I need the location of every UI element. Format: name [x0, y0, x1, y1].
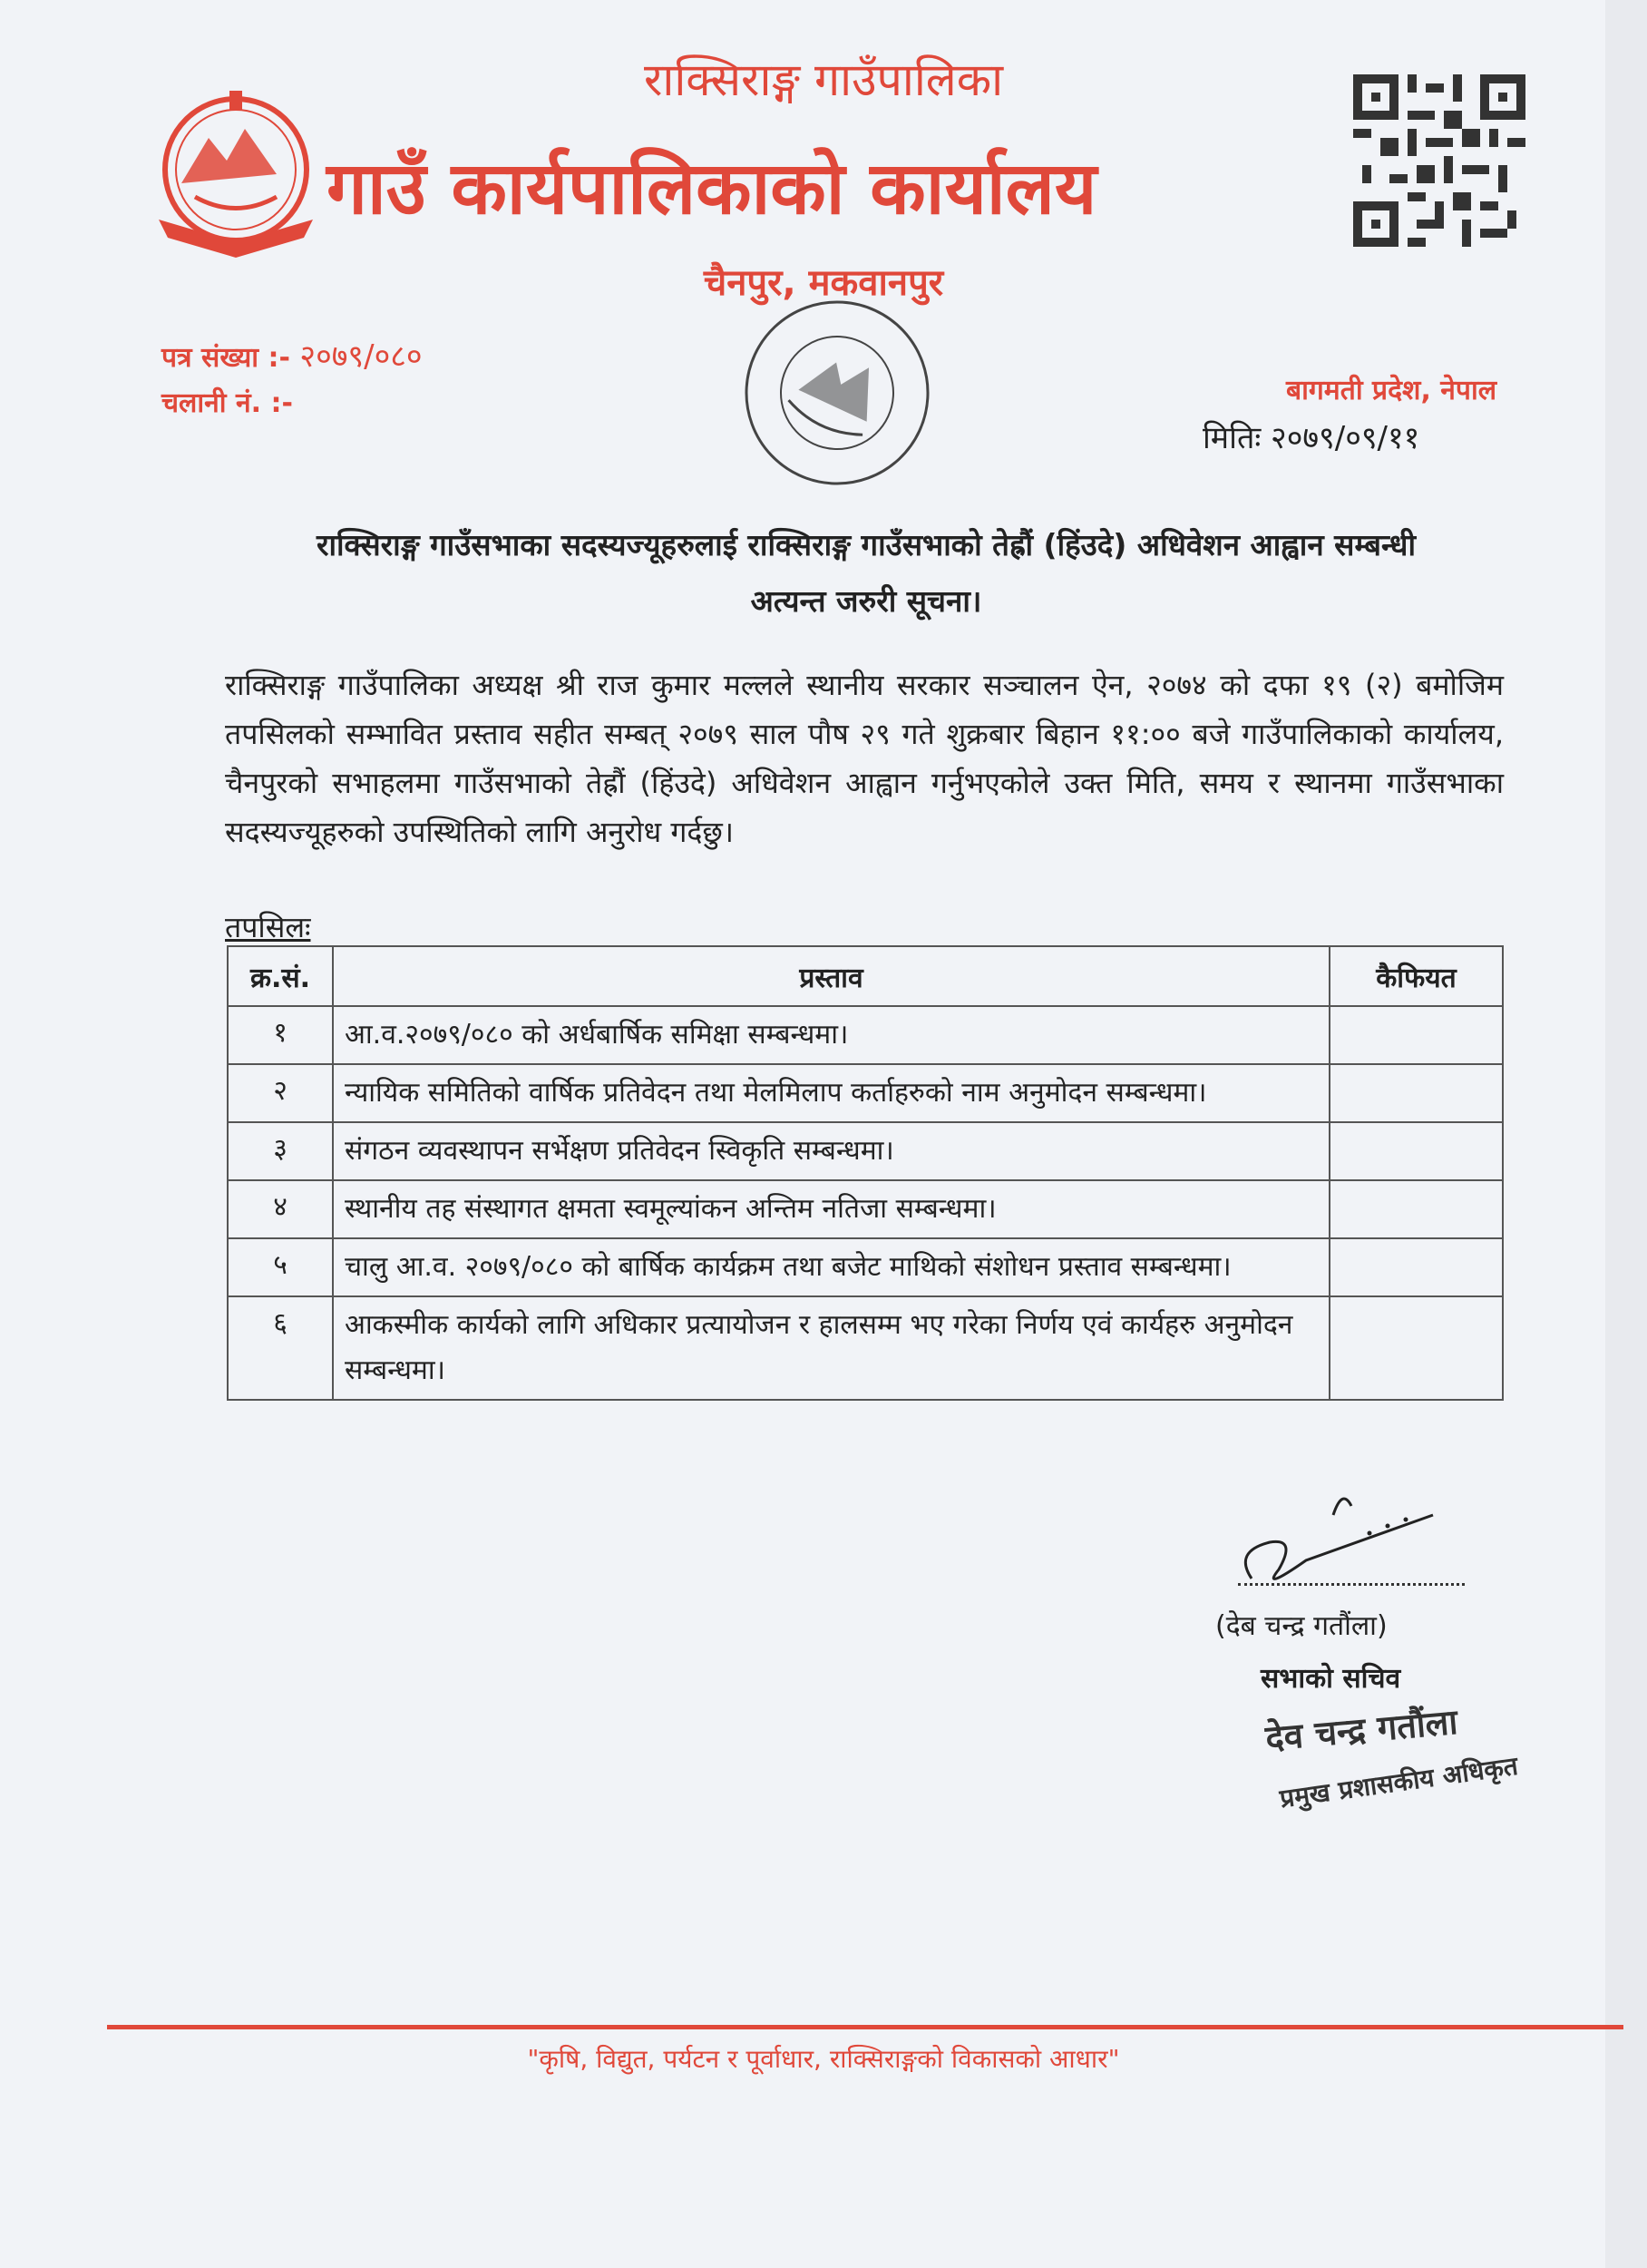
qr-code-icon	[1353, 74, 1525, 247]
header-serial: क्र.सं.	[228, 946, 333, 1006]
office-title: गाउँ कार्यपालिकाको कार्यालय	[326, 146, 1097, 230]
letter-number	[161, 334, 423, 376]
notice-body: राक्सिराङ्ग गाउँपालिका अध्यक्ष श्री राज कुमार मल्लले स्थानीय सरकार सञ्चालन ऐन, २०७४ को दफा १९ (२) बमोजिम तपसिलको सम्भावित प्रस्ताव सहीत सम्बत् २०७९ साल पौष २९ गते शुक्रबार बिहान ११:०० बजे गाउँपालिकाको कार्यालय, चैनपुरको सभाहलमा गाउँसभाको तेह्रौं (हिंउदे) अधिवेशन आह्वान गर्नुभएकोले उक्त मिति, समय र स्थानमा गाउँसभाका सदस्यज्यूहरुको उपस्थितिको लागि अनुरोध गर्दछु।	[225, 668, 1504, 849]
row-proposal: संगठन व्यवस्थापन सर्भेक्षण प्रतिवेदन स्विकृति सम्बन्धमा।	[333, 1122, 1330, 1180]
name-stamp: देव चन्द्र गतौंला	[1263, 1701, 1459, 1759]
signer-role: सभाको सचिव	[1261, 1663, 1401, 1695]
header-proposal: प्रस्ताव	[333, 946, 1330, 1006]
row-remarks	[1330, 1122, 1503, 1180]
signature-icon	[1224, 1479, 1460, 1597]
letter-date	[1203, 415, 1419, 457]
office-location: चैनपुर, मकवानपुर	[703, 262, 944, 304]
row-remarks	[1330, 1238, 1503, 1296]
row-proposal: आ.व.२०७९/०८० को अर्धबार्षिक समिक्षा सम्बन्धमा।	[333, 1006, 1330, 1064]
table-row	[228, 1122, 1503, 1180]
subject-line-1: राक्सिराङ्ग गाउँसभाका सदस्यज्यूहरुलाई राक्सिराङ्ग गाउँसभाको तेह्रौं (हिंउदे) अधिवेशन आह्वान सम्बन्धी	[316, 527, 1417, 562]
province-name: बागमती प्रदेश, नेपाल	[1286, 375, 1497, 406]
signature-line	[1238, 1583, 1465, 1586]
table-row	[228, 1064, 1503, 1122]
header-remarks: कैफियत	[1330, 946, 1503, 1006]
date-value: २०७९/०९/११	[1271, 420, 1420, 456]
row-proposal: स्थानीय तह संस्थागत क्षमता स्वमूल्यांकन अन्तिम नतिजा सम्बन्धमा।	[333, 1180, 1330, 1238]
letter-number-label: पत्र संख्या :-	[161, 342, 290, 374]
row-proposal: आकस्मीक कार्यको लागि अधिकार प्रत्यायोजन र हालसम्म भए गरेका निर्णय एवं कार्यहरु अनुमोदन सम्बन्धमा।	[333, 1296, 1330, 1400]
row-proposal: न्यायिक समितिको वार्षिक प्रतिवेदन तथा मेलमिलाप कर्ताहरुको नाम अनुमोदन सम्बन्धमा।	[333, 1064, 1330, 1122]
row-remarks	[1330, 1180, 1503, 1238]
date-label: मितिः	[1203, 420, 1262, 456]
row-serial: ३	[228, 1122, 333, 1180]
title-stamp: प्रमुख प्रशासकीय अधिकृत	[1278, 1750, 1520, 1814]
table-row	[228, 1180, 1503, 1238]
row-serial: १	[228, 1006, 333, 1064]
municipality-name: राक्सिराङ्ग गाउँपालिका	[643, 54, 1004, 106]
row-serial: २	[228, 1064, 333, 1122]
table-header-row	[228, 946, 1503, 1006]
dispatch-number-label: चलानी नं. :-	[161, 387, 293, 419]
signer-name: (देब चन्द्र गतौंला)	[1215, 1610, 1388, 1642]
table-row	[228, 1296, 1503, 1400]
notice-subject	[218, 517, 1515, 630]
row-remarks	[1330, 1006, 1503, 1064]
schedule-label: तपसिलः	[225, 910, 311, 944]
table-row	[228, 1238, 1503, 1296]
row-remarks	[1330, 1296, 1503, 1400]
row-proposal: चालु आ.व. २०७९/०८० को बार्षिक कार्यक्रम तथा बजेट माथिको संशोधन प्रस्ताव सम्बन्धमा।	[333, 1238, 1330, 1296]
nepal-emblem-icon	[132, 83, 340, 265]
footer-slogan: "कृषि, विद्युत, पर्यटन र पूर्वाधार, राक्सिराङ्गको विकासको आधार"	[527, 2044, 1120, 2074]
footer-rule	[107, 2025, 1623, 2029]
row-serial: ५	[228, 1238, 333, 1296]
letter-number-value: २०७९/०८०	[299, 338, 423, 375]
row-remarks	[1330, 1064, 1503, 1122]
table-row	[228, 1006, 1503, 1064]
proposal-table	[227, 945, 1504, 1401]
office-seal-icon	[733, 288, 941, 497]
row-serial: ६	[228, 1296, 333, 1400]
subject-line-2: अत्यन्त जरुरी सूचना।	[750, 583, 982, 619]
row-serial: ४	[228, 1180, 333, 1238]
